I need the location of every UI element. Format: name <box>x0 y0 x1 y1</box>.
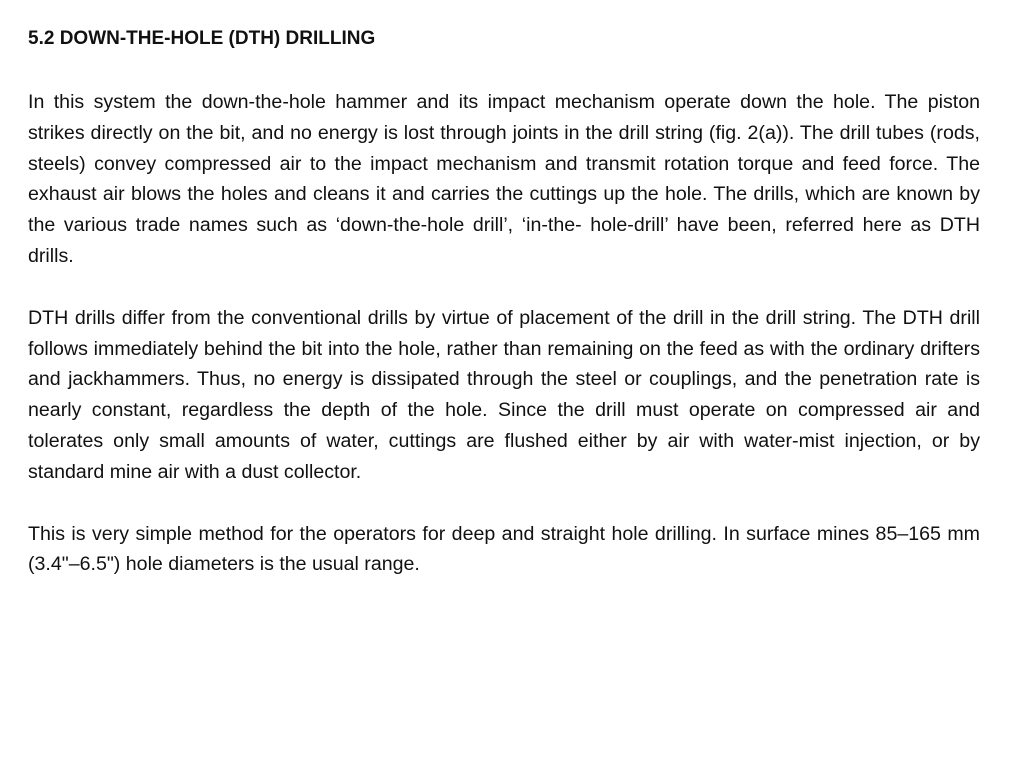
paragraph-dth-system: In this system the down-the-hole hammer and its impact mechanism operate down the hole. The piston strikes directly on the bit, and no energy is lost through joints in the drill string (fig. 2(a)). The drill tubes (rods, steels) convey compressed air to the impact mechanism and transmit rotation torque and feed force. The exhaust air blows the holes and cleans it and carries the cuttings up the hole. The drills, which are known by the various trade names such as ‘down-the-hole drill’, ‘in-the- hole-drill’ have been, referred here as DTH drills. <box>28 91 980 267</box>
paragraph-dth-usage: This is very simple method for the operators for deep and straight hole drilling. In surface mines 85–165 mm (3.4"–6.5") hole diameters is the usual range. <box>28 522 980 576</box>
section-heading: 5.2 DOWN-THE-HOLE (DTH) DRILLING <box>28 28 376 49</box>
paragraph-dth-difference: DTH drills differ from the conventional drills by virtue of placement of the drill in the drill string. The DTH drill follows immediately behind the bit into the hole, rather than remaining on the feed as with the ordinary drifters and jackhammers. Thus, no energy is dissipated through the steel or couplings, and the penetration rate is nearly constant, regardless the depth of the hole. Since the drill must operate on compressed air and tolerates only small amounts of water, cuttings are flushed either by air with water-mist injection, or by standard mine air with a dust collector. <box>28 306 980 483</box>
